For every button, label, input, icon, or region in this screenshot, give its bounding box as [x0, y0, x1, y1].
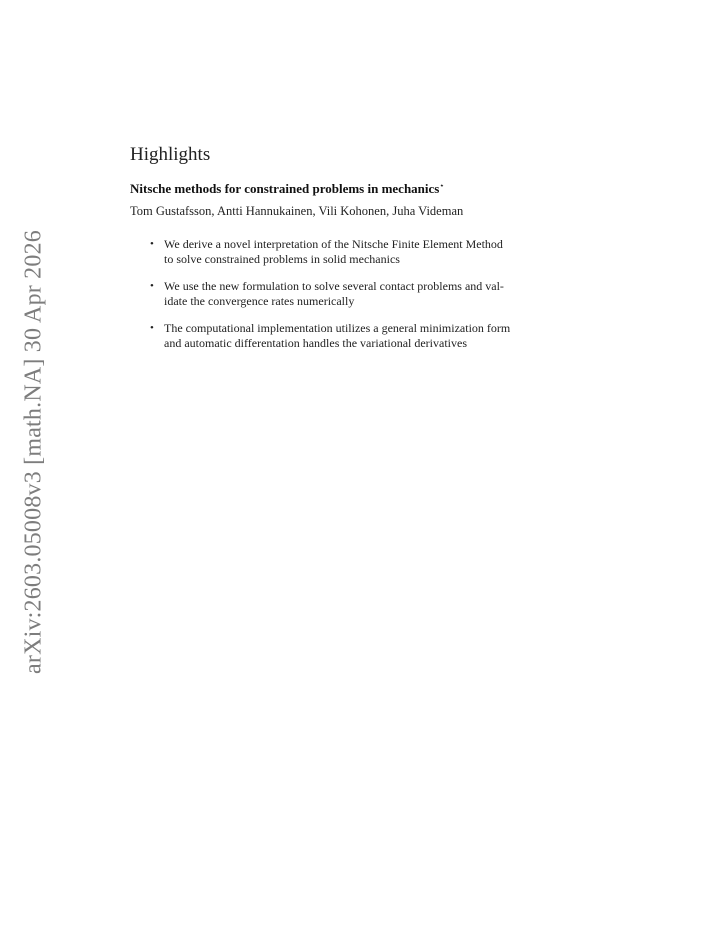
highlight-item: [150, 279, 600, 309]
highlights-list: [130, 237, 600, 351]
paper-title-text: Nitsche methods for constrained problems in mechanics: [130, 181, 440, 196]
bullet-icon: •: [150, 280, 154, 292]
section-heading: Highlights: [130, 144, 211, 165]
arxiv-identifier: arXiv:2603.05008v3 [math.NA] 30 Apr 2026: [20, 230, 47, 674]
highlight-line: idate the convergence rates numerically: [164, 294, 355, 308]
author-list: Tom Gustafsson, Antti Hannukainen, Vili Kohonen, Juha Videman: [130, 204, 464, 218]
highlight-line: We derive a novel interpretation of the Nitsche Finite Element Method: [164, 237, 503, 251]
highlight-line: to solve constrained problems in solid mechanics: [164, 252, 400, 266]
paper-title: [130, 178, 600, 197]
footnote-mark: ⋆: [439, 181, 445, 190]
bullet-icon: •: [150, 238, 154, 250]
highlights-page: [130, 143, 600, 363]
highlight-line: and automatic differentation handles the variational derivatives: [164, 336, 467, 350]
highlight-item: [150, 321, 600, 351]
highlight-line: We use the new formulation to solve several contact problems and val-: [164, 279, 504, 293]
bullet-icon: •: [150, 322, 154, 334]
highlight-item: [150, 237, 600, 267]
highlight-line: The computational implementation utilizes a general minimization form: [164, 321, 511, 335]
